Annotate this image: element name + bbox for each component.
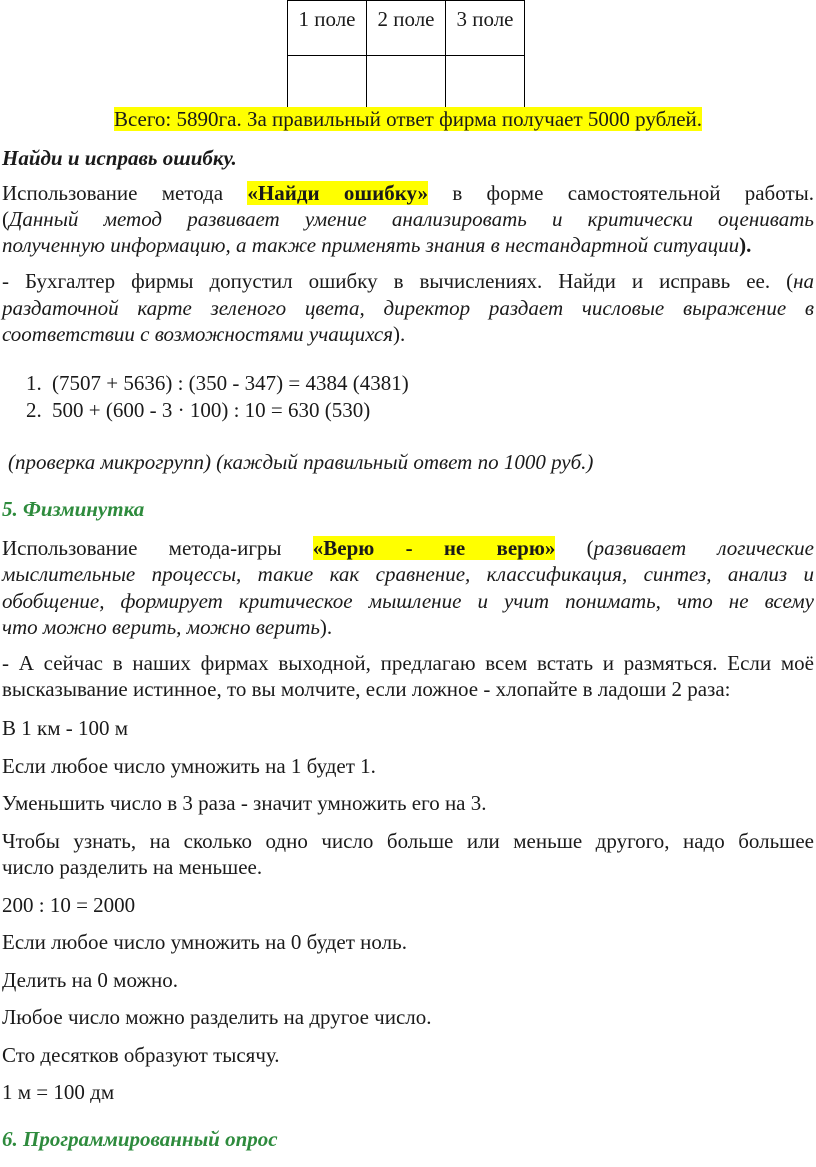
task-line3-row [2,322,814,346]
total-line-row [2,107,814,131]
task-line1-b: на [793,269,814,293]
method1-open-paren: ( [2,207,9,231]
table-cell: 3 поле [446,1,525,56]
list-item [26,370,409,397]
table-cell [288,56,367,111]
statement: 200 : 10 = 2000 [2,893,136,917]
check-note: (проверка микрогрупп) (каждый правильный ответ по 1000 руб.) [8,450,594,474]
section-6-heading: 6. Программированный опрос [2,1127,278,1151]
task-line3-end: ). [393,322,406,346]
method2-line4-end: ). [319,615,333,639]
method2-line4: что можно верить, можно верить [2,615,320,639]
method1-line3 [2,233,814,257]
method1-line1 [2,181,814,205]
table-cell [367,56,446,111]
method2-line4-row [2,615,814,639]
error-expression: 500 + (600 - 3 · 100) : 10 = 630 (530) [52,398,371,422]
statement: Чтобы узнать, на сколько одно число больше или меньше другого, надо большее [2,829,814,853]
section-5-heading: 5. Физминутка [2,497,145,521]
table-cell: 2 поле [367,1,446,56]
method1-name: «Найди ошибку» [247,181,429,205]
statement: Если любое число умножить на 1 будет 1. [2,754,376,778]
statement: Уменьшить число в 3 раза - значит умножить его на 3. [2,791,487,815]
method1-line2 [2,207,814,231]
statement: В 1 км - 100 м [2,716,129,740]
intro-line1: - А сейчас в наших фирмах выходной, предлагаю всем встать и размяться. Если моё [2,651,814,675]
method2-line1 [2,536,814,560]
method2-name: «Верю - не верю» [312,536,556,560]
method2-line3: обобщение, формирует критическое мышление и учит понимать, что не всему [2,589,814,613]
statement: 1 м = 100 дм [2,1080,115,1104]
method2-paren: ( [555,536,594,560]
errors-list [0,370,409,424]
method2-line1-tail: развивает логические [593,536,815,560]
list-number: 2. [26,398,42,422]
list-item [26,397,409,424]
list-number: 1. [26,371,42,395]
table-cell [446,56,525,111]
statement: Любое число можно разделить на другое число. [2,1005,432,1029]
table-header-row [288,1,525,56]
table-row [288,56,525,111]
intro-line2: высказывание истинное, то вы молчите, если ложное - хлопайте в ладоши 2 раза: [2,677,731,701]
fields-table [287,0,525,111]
method1-post: в форме самостоятельной работы. [428,181,814,205]
statement: Сто десятков образуют тысячу. [2,1043,280,1067]
find-error-heading: Найди и исправь ошибку. [2,146,237,170]
task-line1-a: - Бухгалтер фирмы допустил ошибку в вычислениях. Найди и исправь ее. ( [2,269,794,293]
method1-pre: Использование метода [2,181,248,205]
table-cell: 1 поле [288,1,367,56]
method2-pre: Использование метода-игры [2,536,313,560]
statement: Делить на 0 можно. [2,968,178,992]
error-expression: (7507 + 5636) : (350 - 347) = 4384 (4381) [52,371,409,395]
statement: Если любое число умножить на 0 будет ноль. [2,930,407,954]
method2-line2: мыслительные процессы, такие как сравнение, классификация, синтез, анализ и [2,562,814,586]
method1-desc-line2: полученную информацию, а также применять знания в нестандартной ситуации [2,233,740,257]
task-line3: соответствии с возможностями учащихся [2,322,394,346]
statement-continuation: число разделить на меньшее. [2,855,263,879]
method1-desc-line1: Данный метод развивает умение анализировать и критически оценивать [9,207,814,231]
total-line: Всего: 5890га. За правильный ответ фирма получает 5000 рублей. [113,107,703,131]
task-line2: раздаточной карте зеленого цвета, директор раздает числовые выражение в [2,296,814,320]
method1-close: ). [739,233,752,257]
task-line1 [2,269,814,293]
